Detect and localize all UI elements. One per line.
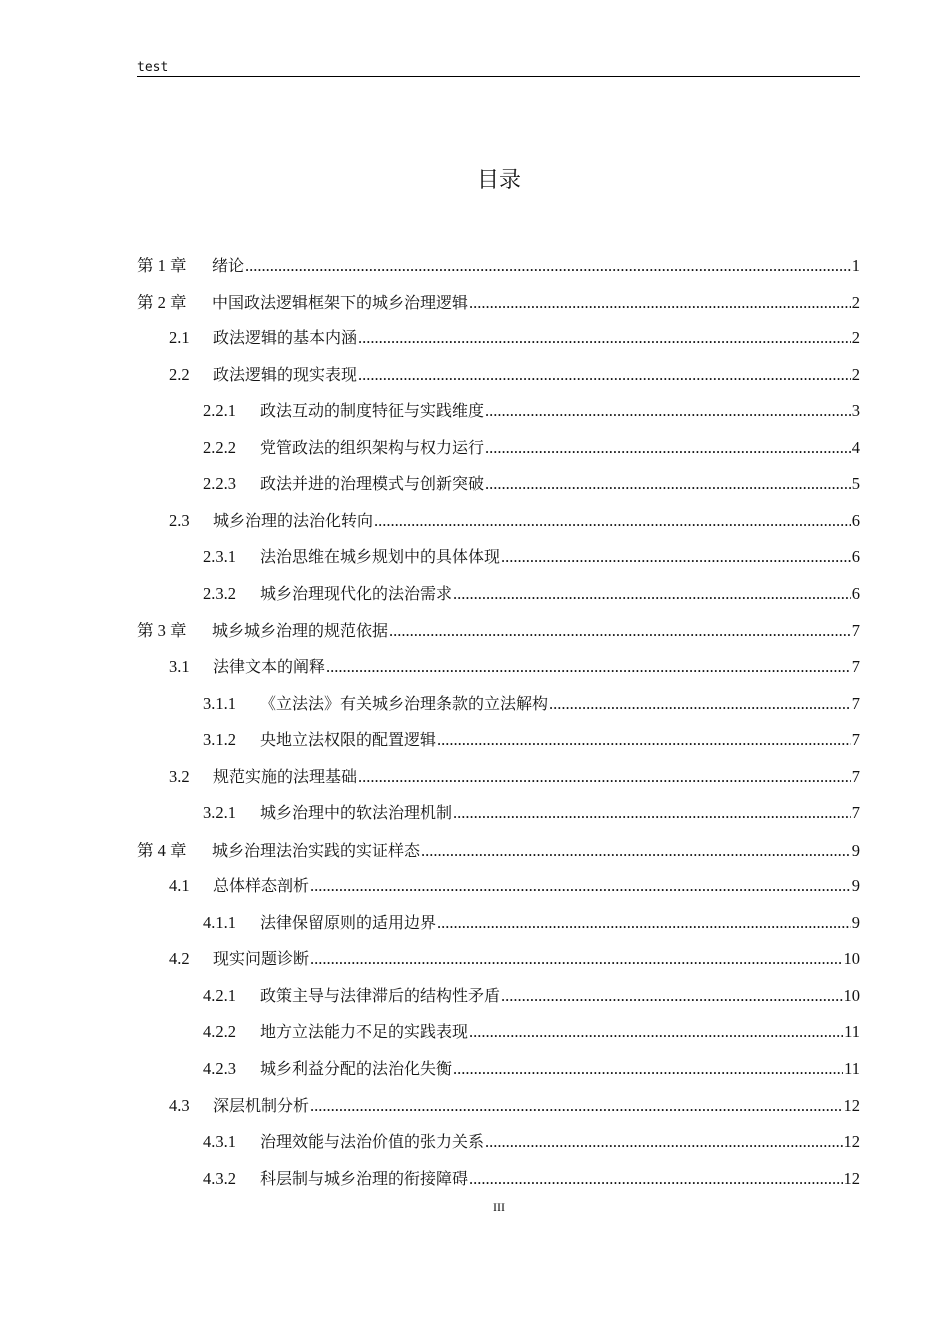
- toc-entry-page: 5: [851, 474, 860, 494]
- toc-entry-page: 10: [843, 949, 860, 969]
- toc-dot-leader: [437, 913, 851, 933]
- toc-entry-page: 7: [851, 657, 860, 677]
- toc-entry-title: 城乡治理现代化的法治需求: [260, 583, 453, 603]
- toc-entry-page: 6: [851, 583, 860, 603]
- toc-entry[interactable]: [137, 800, 860, 837]
- toc-entry-title: 深层机制分析: [213, 1095, 310, 1115]
- toc-entry-title: 地方立法能力不足的实践表现: [260, 1022, 469, 1042]
- toc-dot-leader: [389, 621, 851, 641]
- toc-entry[interactable]: [137, 252, 860, 289]
- toc-entry-page: 10: [843, 985, 860, 1005]
- toc-dot-leader: [453, 1059, 843, 1079]
- toc-entry-title: 《立法法》有关城乡治理条款的立法解构: [260, 693, 549, 713]
- toc-dot-leader: [245, 256, 851, 276]
- toc-entry-title: 法治思维在城乡规划中的具体体现: [260, 547, 501, 567]
- toc-entry-title: 规范实施的法理基础: [213, 766, 358, 786]
- toc-entry[interactable]: [137, 654, 860, 691]
- toc-entry-title: 治理效能与法治价值的张力关系: [260, 1132, 485, 1152]
- toc-entry-title: 政策主导与法律滞后的结构性矛盾: [260, 985, 501, 1005]
- toc-entry-page: 3: [851, 401, 860, 421]
- toc-entry-title: 绪论: [212, 256, 245, 275]
- toc-entry-page: 6: [851, 547, 860, 567]
- toc-entry[interactable]: [137, 1056, 860, 1093]
- toc-dot-leader: [374, 511, 851, 531]
- toc-entry-number: 4.3.1: [203, 1132, 236, 1152]
- toc-entry-number: 2.2.1: [203, 401, 236, 421]
- toc-dot-leader: [358, 767, 851, 787]
- toc-dot-leader: [437, 730, 851, 750]
- toc-dot-leader: [485, 474, 851, 494]
- toc-entry-number: 4.2.3: [203, 1059, 236, 1079]
- toc-entry-title: 政法互动的制度特征与实践维度: [260, 401, 485, 421]
- toc-entry-title: 政法并进的治理模式与创新突破: [260, 474, 485, 494]
- toc-entry-title: 总体样态剖析: [213, 876, 310, 896]
- toc-entry-number: 2.2.3: [203, 474, 236, 494]
- toc-entry-title: 中国政法逻辑框架下的城乡治理逻辑: [212, 292, 469, 312]
- toc-entry[interactable]: [137, 691, 860, 728]
- toc-entry[interactable]: [137, 289, 860, 326]
- toc-entry-title: 政法逻辑的现实表现: [213, 364, 358, 384]
- toc-entry[interactable]: [137, 910, 860, 947]
- toc-dot-leader: [326, 657, 851, 677]
- toc-dot-leader: [469, 1169, 842, 1189]
- toc-entry-page: 4: [851, 437, 860, 457]
- page-header: [137, 58, 860, 77]
- toc-dot-leader: [485, 438, 851, 458]
- toc-entry-title: 城乡治理法治实践的实证样态: [212, 840, 421, 860]
- toc-entry-title: 央地立法权限的配置逻辑: [260, 730, 437, 750]
- toc-entry-title: 城乡利益分配的法治化失衡: [260, 1059, 453, 1079]
- toc-entry-page: 7: [851, 693, 860, 713]
- toc-entry[interactable]: [137, 1019, 860, 1056]
- toc-entry-number: 3.1.1: [203, 693, 236, 713]
- toc-entry-page: 1: [851, 256, 860, 275]
- toc-entry-title: 城乡治理中的软法治理机制: [260, 803, 453, 823]
- toc-dot-leader: [469, 1022, 843, 1042]
- header-text: test: [137, 60, 169, 75]
- toc-entry[interactable]: [137, 581, 860, 618]
- toc-entry-page: 6: [851, 510, 860, 530]
- toc-entry-number: 3.2.1: [203, 803, 236, 823]
- toc-dot-leader: [310, 1096, 842, 1116]
- toc-dot-leader: [310, 876, 851, 896]
- toc-entry-number: 4.3.2: [203, 1168, 236, 1188]
- toc-entry[interactable]: [137, 764, 860, 801]
- toc-entry-number: 4.2: [169, 949, 190, 969]
- toc-entry[interactable]: [137, 617, 860, 654]
- toc-entry-title: 党管政法的组织架构与权力运行: [260, 437, 485, 457]
- toc-entry[interactable]: [137, 471, 860, 508]
- toc-entry-page: 12: [843, 1132, 860, 1152]
- toc-entry-number: 4.2.1: [203, 985, 236, 1005]
- toc-entry-page: 2: [851, 328, 860, 348]
- toc-entry[interactable]: [137, 727, 860, 764]
- toc-entry-page: 7: [851, 621, 860, 641]
- toc-dot-leader: [358, 328, 851, 348]
- toc-dot-leader: [501, 986, 842, 1006]
- toc-entry-page: 2: [851, 364, 860, 384]
- toc-entry-title: 法律文本的阐释: [213, 657, 326, 677]
- toc-entry[interactable]: [137, 508, 860, 545]
- toc-entry-number: 2.3: [169, 510, 190, 530]
- toc-entry-number: 第 4 章: [137, 840, 187, 860]
- toc-entry[interactable]: [137, 544, 860, 581]
- toc-entry-number: 2.1: [169, 328, 190, 348]
- toc-entry[interactable]: [137, 946, 860, 983]
- toc-entry-page: 12: [843, 1095, 860, 1115]
- toc-entry-number: 2.3.1: [203, 547, 236, 567]
- toc-entry-title: 法律保留原则的适用边界: [260, 912, 437, 932]
- page-number: III: [493, 1200, 505, 1214]
- toc-entry-number: 2.2.2: [203, 437, 236, 457]
- toc-entry-page: 11: [844, 1022, 860, 1042]
- toc-entry-title: 科层制与城乡治理的衔接障碍: [260, 1168, 469, 1188]
- toc-entry-title: 城乡治理的法治化转向: [213, 510, 374, 530]
- toc-dot-leader: [469, 293, 851, 313]
- toc-dot-leader: [485, 1132, 842, 1152]
- toc-entry-number: 3.1.2: [203, 730, 236, 750]
- toc-entry[interactable]: [137, 983, 860, 1020]
- toc-dot-leader: [453, 803, 851, 823]
- toc-entry[interactable]: [137, 362, 860, 399]
- toc-entry-title: 城乡城乡治理的规范依据: [212, 621, 389, 641]
- table-of-contents: [137, 252, 860, 1202]
- toc-entry-number: 第 1 章: [137, 256, 187, 275]
- toc-entry-page: 7: [851, 730, 860, 750]
- toc-dot-leader: [310, 949, 842, 969]
- toc-entry-number: 3.1: [169, 657, 190, 677]
- toc-entry-page: 12: [843, 1168, 860, 1188]
- toc-entry-number: 4.2.2: [203, 1022, 236, 1042]
- toc-dot-leader: [421, 841, 851, 861]
- toc-entry[interactable]: [137, 1166, 860, 1203]
- toc-entry[interactable]: [137, 435, 860, 472]
- toc-entry[interactable]: [137, 1093, 860, 1130]
- toc-entry-title: 政法逻辑的基本内涵: [213, 328, 358, 348]
- toc-entry-number: 4.3: [169, 1095, 190, 1115]
- toc-entry[interactable]: [137, 873, 860, 910]
- toc-entry[interactable]: [137, 325, 860, 362]
- toc-entry[interactable]: [137, 837, 860, 874]
- toc-entry-page: 9: [851, 912, 860, 932]
- toc-entry-number: 4.1: [169, 876, 190, 896]
- toc-dot-leader: [549, 694, 851, 714]
- toc-dot-leader: [453, 584, 851, 604]
- toc-dot-leader: [501, 547, 851, 567]
- toc-entry-number: 3.2: [169, 766, 190, 786]
- toc-entry-page: 7: [851, 803, 860, 823]
- toc-entry-page: 2: [851, 292, 860, 312]
- toc-entry-page: 9: [851, 876, 860, 896]
- toc-entry[interactable]: [137, 398, 860, 435]
- toc-entry-number: 第 2 章: [137, 292, 187, 312]
- toc-entry-number: 第 3 章: [137, 621, 187, 641]
- toc-title: 目录: [476, 168, 521, 193]
- toc-entry-title: 现实问题诊断: [213, 949, 310, 969]
- toc-entry[interactable]: [137, 1129, 860, 1166]
- toc-dot-leader: [358, 365, 851, 385]
- toc-dot-leader: [485, 401, 851, 421]
- toc-entry-page: 9: [851, 840, 860, 860]
- toc-entry-number: 2.3.2: [203, 583, 236, 603]
- toc-entry-page: 11: [844, 1059, 860, 1079]
- toc-entry-number: 4.1.1: [203, 912, 236, 932]
- toc-entry-number: 2.2: [169, 364, 190, 384]
- toc-entry-page: 7: [851, 766, 860, 786]
